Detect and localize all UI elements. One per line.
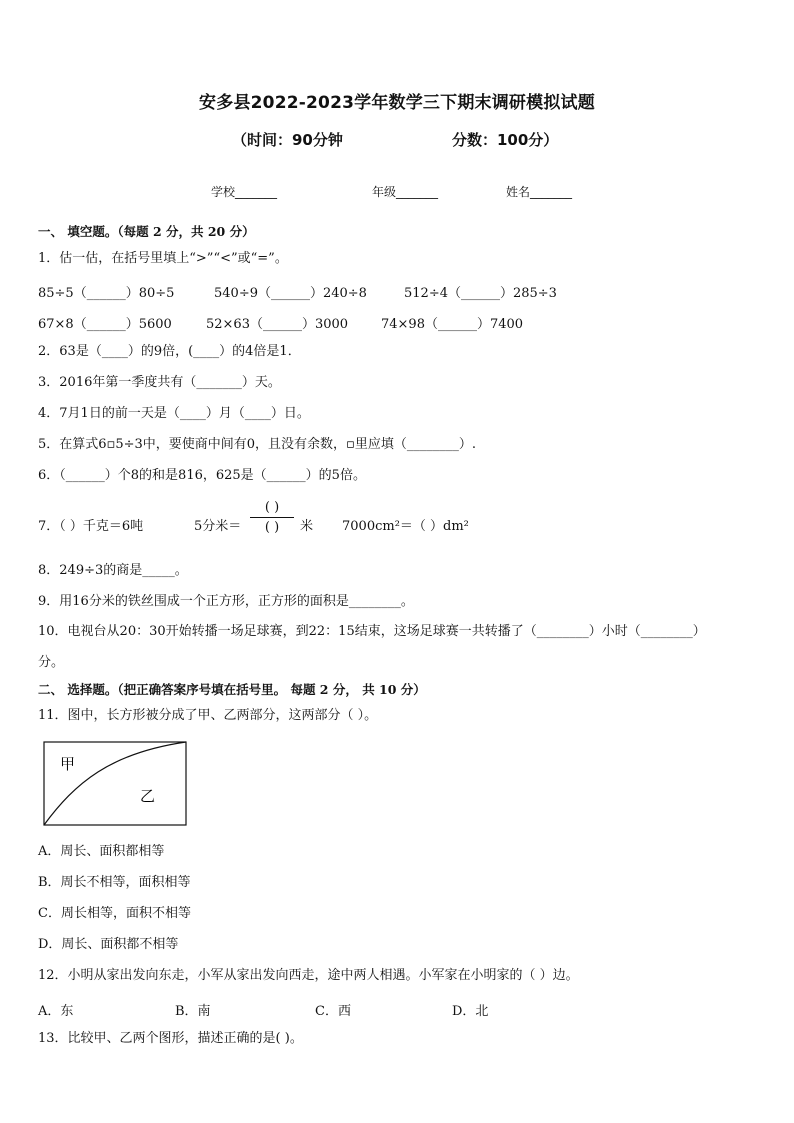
q1-item-4: 67×8（______）5600 (38, 317, 172, 332)
fraction-numerator: ( ) (264, 500, 280, 515)
question-13: 13．比较甲、乙两个图形，描述正确的是( )。 (38, 1031, 303, 1046)
question-10: 10．电视台从20：30开始转播一场足球赛，到22：15结束，这场足球赛一共转播了（________）小时（________） (38, 624, 706, 639)
fraction (250, 500, 294, 535)
q1-item-6: 74×98（______）7400 (381, 317, 524, 332)
question-2: 2．63是（____）的9倍，(____）的4倍是1． (38, 344, 301, 359)
section2-heading: 二、 选择题。（把正确答案序号填在括号里。 每题 2 分， 共 10 分） (38, 682, 426, 697)
question-8: 8．249÷3的商是_____。 (38, 563, 188, 578)
q12-option-c: C．西 (315, 1004, 351, 1019)
q1-item-2: 540÷9（______）240÷8 (214, 286, 367, 301)
rectangle-figure (40, 739, 190, 829)
question-7-unit: 米 (300, 519, 314, 534)
question-7-part-d: 7000cm²＝（ ）dm² (342, 519, 469, 534)
section1-heading: 一、 填空题。（每题 2 分，共 20 分） (38, 224, 255, 239)
exam-score: 分数：100分） (452, 131, 559, 149)
q12-option-a: A．东 (38, 1004, 74, 1019)
name-field[interactable]: 姓名_______ (506, 185, 573, 199)
question-1: 1．估一估，在括号里填上“>”“<”或“=”。 (38, 251, 288, 266)
q11-option-b: B．周长不相等，面积相等 (38, 875, 191, 890)
figure-label-yi: 乙 (140, 787, 156, 805)
q1-item-1: 85÷5（______）80÷5 (38, 286, 175, 301)
figure-label-jia: 甲 (60, 755, 76, 773)
fraction-denominator: ( ) (264, 520, 280, 535)
question-7-part-b: 5分米＝ (194, 519, 242, 534)
q11-option-a: A．周长、面积都相等 (38, 844, 165, 859)
page-title: 安多县2022-2023学年数学三下期末调研模拟试题 (199, 93, 595, 113)
question-12: 12．小明从家出发向东走，小军从家出发向西走，途中两人相遇。小军家在小明家的（ ）边。 (38, 968, 579, 983)
q12-option-d: D．北 (452, 1004, 489, 1019)
q1-item-5: 52×63（______）3000 (206, 317, 349, 332)
question-9: 9．用16分米的铁丝围成一个正方形，正方形的面积是________。 (38, 594, 414, 609)
question-5: 5．在算式6▫5÷3中，要使商中间有0，且没有余数，▫里应填（________）. (38, 437, 477, 452)
question-11: 11．图中，长方形被分成了甲、乙两部分，这两部分（ ）。 (38, 708, 378, 723)
q12-option-b: B．南 (175, 1004, 211, 1019)
question-4: 4．7月1日的前一天是（____）月（____）日。 (38, 406, 310, 421)
q11-option-d: D．周长、面积都不相等 (38, 937, 179, 952)
q1-item-3: 512÷4（______）285÷3 (404, 286, 557, 301)
q11-option-c: C．周长相等，面积不相等 (38, 906, 191, 921)
grade-field[interactable]: 年级_______ (372, 185, 439, 199)
question-3: 3．2016年第一季度共有（_______）天。 (38, 375, 281, 390)
question-6: 6．（______）个8的和是816，625是（______）的5倍。 (38, 468, 366, 483)
fraction-bar (250, 517, 294, 518)
exam-time: （时间：90分钟 (232, 131, 343, 149)
question-10-continued: 分。 (38, 655, 65, 670)
question-7-part-a: 7．（ ）千克＝6吨 (38, 519, 144, 534)
school-field[interactable]: 学校_______ (211, 185, 278, 199)
